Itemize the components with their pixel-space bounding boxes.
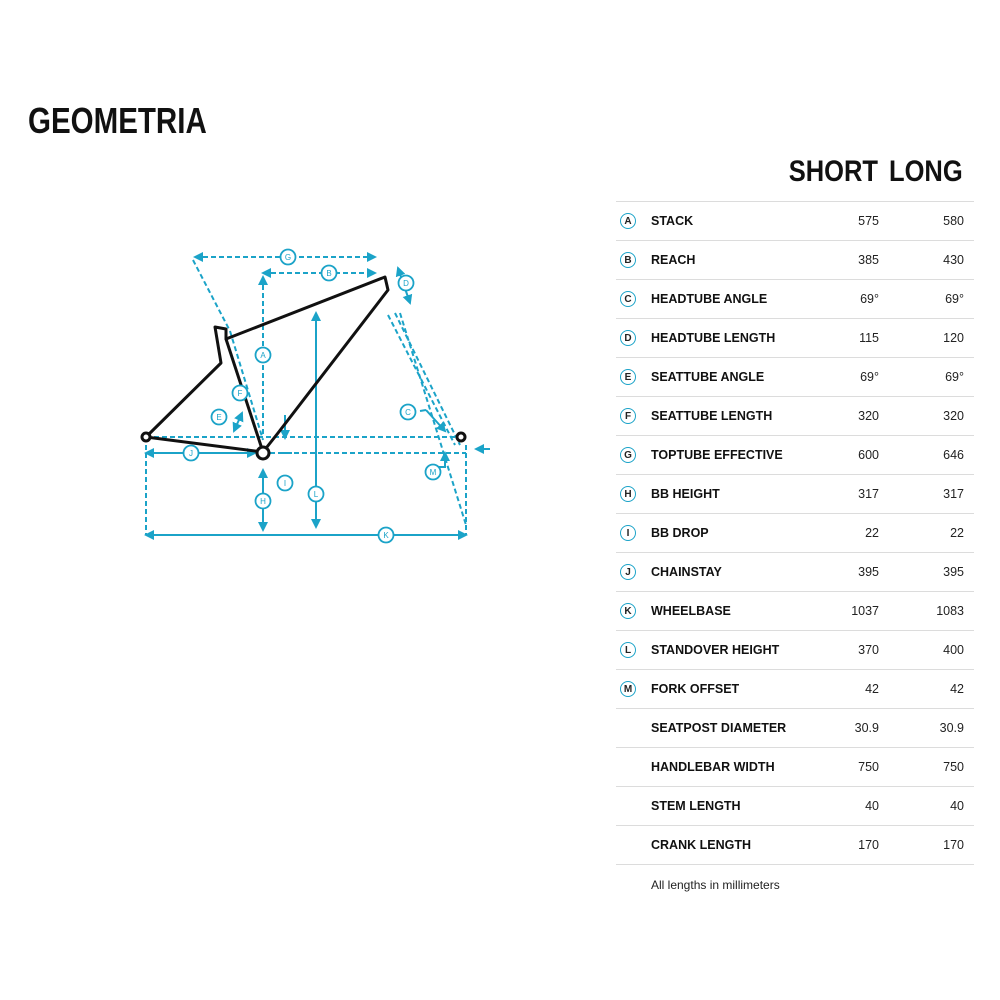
row-label: TOPTUBE EFFECTIVE xyxy=(651,448,783,462)
row-value-short: 170 xyxy=(858,838,879,852)
row-label: HEADTUBE LENGTH xyxy=(651,331,776,345)
row-label: SEATPOST DIAMETER xyxy=(651,721,787,735)
table-row xyxy=(616,591,974,630)
bike-frame xyxy=(146,277,388,452)
column-header-long: LONG xyxy=(889,155,963,188)
row-label: HEADTUBE ANGLE xyxy=(651,292,768,306)
row-value-long: 40 xyxy=(950,799,964,813)
svg-text:I: I xyxy=(283,479,287,488)
row-value-short: 395 xyxy=(858,565,879,579)
row-value-short: 600 xyxy=(858,448,879,462)
row-value-short: 575 xyxy=(858,214,879,228)
table-row xyxy=(616,240,974,279)
diagram-badge-j xyxy=(184,446,199,461)
table-row xyxy=(616,669,974,708)
svg-text:M: M xyxy=(429,468,437,477)
diagram-badge-b xyxy=(322,266,337,281)
row-value-short: 750 xyxy=(858,760,879,774)
row-letter-badge: K xyxy=(620,603,636,619)
table-row xyxy=(616,747,974,786)
row-label: STANDOVER HEIGHT xyxy=(651,643,780,657)
row-value-long: 69° xyxy=(945,292,964,306)
row-letter-badge: J xyxy=(620,564,636,580)
row-value-short: 385 xyxy=(858,253,879,267)
geometry-table xyxy=(616,201,974,865)
row-value-long: 22 xyxy=(950,526,964,540)
svg-text:J: J xyxy=(189,449,193,458)
diagram-badge-h xyxy=(256,494,271,509)
row-value-long: 580 xyxy=(943,214,964,228)
diagram-badge-c xyxy=(401,405,416,420)
column-header-short: SHORT xyxy=(788,155,878,188)
row-letter-badge: B xyxy=(620,252,636,268)
row-value-short: 40 xyxy=(865,799,879,813)
row-label: FORK OFFSET xyxy=(651,682,740,696)
row-letter-badge: D xyxy=(620,330,636,346)
diagram-badge-i xyxy=(278,476,293,491)
diagram-badge-a xyxy=(256,348,271,363)
row-value-short: 370 xyxy=(858,643,879,657)
diagram-badge-k xyxy=(379,528,394,543)
geometry-diagram xyxy=(130,235,500,555)
row-value-long: 430 xyxy=(943,253,964,267)
row-letter-badge: M xyxy=(620,681,636,697)
row-letter-badge: C xyxy=(620,291,636,307)
svg-text:A: A xyxy=(260,351,266,360)
diagram-badge-f xyxy=(233,386,248,401)
row-letter-badge: L xyxy=(620,642,636,658)
row-value-short: 30.9 xyxy=(854,721,879,735)
row-label: STACK xyxy=(651,214,694,228)
row-value-short: 115 xyxy=(859,331,879,345)
table-row xyxy=(616,396,974,435)
row-label: CHAINSTAY xyxy=(651,565,722,579)
table-row xyxy=(616,513,974,552)
row-letter-badge: A xyxy=(620,213,636,229)
table-row xyxy=(616,708,974,747)
dim-f-line xyxy=(230,331,263,440)
table-row xyxy=(616,435,974,474)
table-row xyxy=(616,630,974,669)
table-row xyxy=(616,552,974,591)
row-label: WHEELBASE xyxy=(651,604,731,618)
row-value-long: 120 xyxy=(943,331,964,345)
row-label: REACH xyxy=(651,253,696,267)
row-letter-badge: H xyxy=(620,486,636,502)
row-label: HANDLEBAR WIDTH xyxy=(651,760,775,774)
diagram-badge-m xyxy=(426,465,441,480)
row-value-long: 42 xyxy=(950,682,964,696)
row-letter-badge: F xyxy=(620,408,636,424)
table-row xyxy=(616,474,974,513)
row-value-long: 69° xyxy=(945,370,964,384)
row-value-short: 317 xyxy=(858,487,879,501)
table-row xyxy=(616,318,974,357)
svg-text:F: F xyxy=(237,389,243,398)
svg-text:H: H xyxy=(260,497,266,506)
svg-text:B: B xyxy=(326,269,332,278)
row-label: STEM LENGTH xyxy=(651,799,741,813)
row-letter-badge: I xyxy=(620,525,636,541)
row-label: SEATTUBE LENGTH xyxy=(651,409,773,423)
row-value-long: 1083 xyxy=(936,604,964,618)
table-row xyxy=(616,786,974,825)
row-value-short: 1037 xyxy=(851,604,879,618)
page-title: GEOMETRIA xyxy=(28,100,207,141)
row-label: BB DROP xyxy=(651,526,709,540)
diagram-badge-l xyxy=(309,487,324,502)
svg-text:C: C xyxy=(405,408,411,417)
row-value-short: 22 xyxy=(865,526,879,540)
diagram-badge-g xyxy=(281,250,296,265)
svg-text:K: K xyxy=(383,531,389,540)
svg-text:L: L xyxy=(313,490,319,499)
row-value-short: 69° xyxy=(860,370,879,384)
table-row xyxy=(616,825,974,865)
diagram-badge-e xyxy=(212,410,227,425)
table-row xyxy=(616,279,974,318)
row-value-long: 395 xyxy=(943,565,964,579)
row-label: BB HEIGHT xyxy=(651,487,720,501)
svg-text:G: G xyxy=(284,253,292,262)
front-axle xyxy=(457,433,465,441)
svg-text:E: E xyxy=(216,413,222,422)
row-value-short: 320 xyxy=(858,409,879,423)
row-value-long: 30.9 xyxy=(939,721,964,735)
row-value-short: 69° xyxy=(860,292,879,306)
row-value-long: 750 xyxy=(943,760,964,774)
row-value-long: 317 xyxy=(943,487,964,501)
row-value-long: 646 xyxy=(943,448,964,462)
row-letter-badge: E xyxy=(620,369,636,385)
svg-text:D: D xyxy=(403,279,409,288)
table-row xyxy=(616,357,974,396)
diagram-badge-d xyxy=(399,276,414,291)
row-label: SEATTUBE ANGLE xyxy=(651,370,765,384)
row-value-long: 170 xyxy=(943,838,964,852)
bottom-bracket xyxy=(257,447,269,459)
units-note: All lengths in millimeters xyxy=(651,878,780,892)
row-letter-badge: G xyxy=(620,447,636,463)
row-value-short: 42 xyxy=(865,682,879,696)
table-row xyxy=(616,201,974,240)
row-value-long: 400 xyxy=(943,643,964,657)
row-value-long: 320 xyxy=(943,409,964,423)
row-label: CRANK LENGTH xyxy=(651,838,751,852)
rear-axle xyxy=(142,433,150,441)
